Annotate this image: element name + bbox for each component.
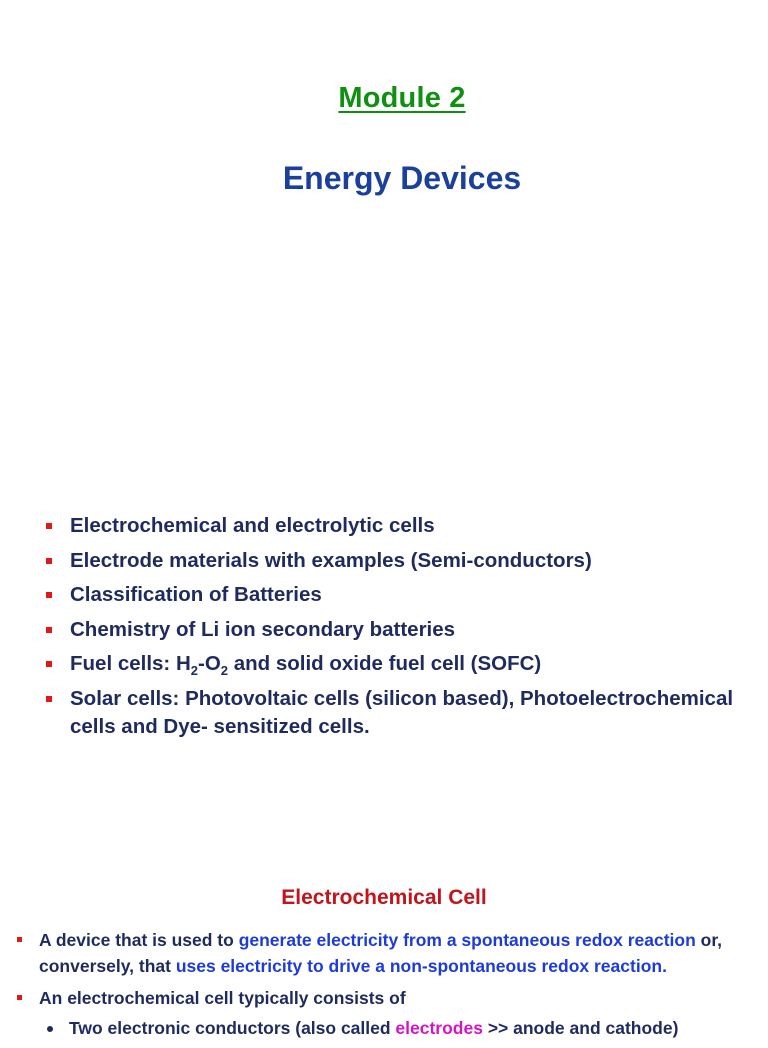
topic-item: Classification of Batteries [44,581,744,609]
module-title: Module 2 [338,82,466,114]
square-bullet-icon [46,558,52,564]
component-item: Two electronic conductors (also called electrodes >> anode and cathode) [39,1016,759,1042]
square-bullet-icon [17,995,22,1000]
topic-item: Chemistry of Li ion secondary batteries [44,616,744,644]
topic-item: Solar cells: Photovoltaic cells (silicon based), Photoelectrochemical cells and Dye- sensitized cells. [44,685,744,741]
square-bullet-icon [17,937,22,942]
square-bullet-icon [46,696,52,702]
round-bullet-icon [47,1026,53,1032]
definition-item: An electrochemical cell typically consists of Two electronic conductors (also called electrodes >> anode and cathode) [14,986,759,1041]
square-bullet-icon [46,627,52,633]
component-list [39,1016,759,1042]
topic-item: Fuel cells: $H_2-O_2$ and solid oxide fuel cell (SOFC) [44,650,744,678]
section-title: Electrochemical Cell [281,886,487,909]
square-bullet-icon [46,592,52,598]
definition-list [14,928,759,1048]
topic-list [44,512,744,747]
topic-item: Electrochemical and electrolytic cells [44,512,744,540]
square-bullet-icon [46,661,52,667]
topic-item: Electrode materials with examples (Semi-conductors) [44,547,744,575]
page-subtitle: Energy Devices [282,160,522,196]
square-bullet-icon [46,523,52,529]
definition-item: A device that is used to generate electricity from a spontaneous redox reaction or, conversely, that uses electricity to drive a non-spontaneous redox reaction. [14,928,759,979]
